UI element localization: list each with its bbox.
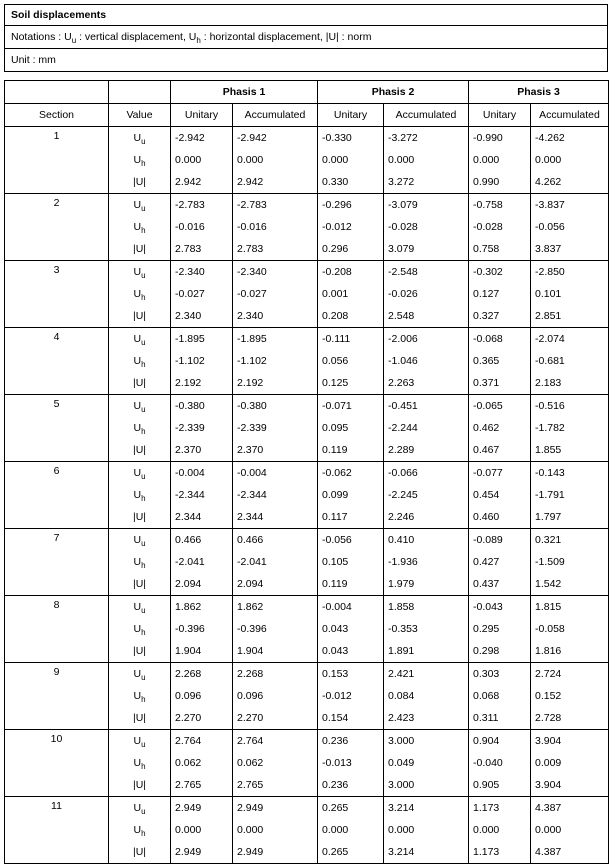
value-cell: -0.028 — [384, 216, 469, 238]
value-cell: 1.904 — [171, 640, 233, 663]
value-cell: 2.268 — [233, 663, 318, 686]
value-cell: 0.009 — [531, 752, 609, 774]
table-row — [5, 529, 609, 552]
value-cell: 2.949 — [171, 797, 233, 820]
value-cell: 0.125 — [318, 372, 384, 395]
value-cell: -2.548 — [384, 261, 469, 284]
value-cell: 0.000 — [469, 819, 531, 841]
unitary-header: Unitary — [171, 104, 233, 127]
value-cell: 3.837 — [531, 238, 609, 261]
value-cell: 0.001 — [318, 283, 384, 305]
table-row — [5, 328, 609, 351]
value-cell: -0.143 — [531, 462, 609, 485]
value-cell: 3.079 — [384, 238, 469, 261]
value-cell: 0.265 — [318, 797, 384, 820]
value-cell: 3.000 — [384, 730, 469, 753]
value-cell: 0.117 — [318, 506, 384, 529]
value-cell: -0.681 — [531, 350, 609, 372]
value-cell: -0.990 — [469, 127, 531, 150]
value-label: $U_u$ — [109, 395, 171, 418]
value-cell: 0.758 — [469, 238, 531, 261]
value-cell: 2.423 — [384, 707, 469, 730]
value-cell: 2.783 — [233, 238, 318, 261]
value-cell: 0.904 — [469, 730, 531, 753]
value-cell: 2.289 — [384, 439, 469, 462]
value-cell: -1.782 — [531, 417, 609, 439]
value-cell: -1.895 — [171, 328, 233, 351]
value-cell: 1.862 — [171, 596, 233, 619]
value-cell: -0.012 — [318, 216, 384, 238]
section-number: 3 — [5, 261, 109, 328]
value-cell: 2.340 — [233, 305, 318, 328]
value-cell: -2.006 — [384, 328, 469, 351]
value-cell: 2.270 — [171, 707, 233, 730]
value-label: $U_h$ — [109, 752, 171, 774]
value-cell: 0.095 — [318, 417, 384, 439]
value-cell: 0.236 — [318, 730, 384, 753]
value-cell: -0.077 — [469, 462, 531, 485]
value-cell: 2.724 — [531, 663, 609, 686]
value-cell: 3.272 — [384, 171, 469, 194]
value-cell: -0.004 — [233, 462, 318, 485]
value-cell: 0.462 — [469, 417, 531, 439]
value-cell: 0.043 — [318, 618, 384, 640]
value-cell: 2.548 — [384, 305, 469, 328]
value-cell: -0.208 — [318, 261, 384, 284]
value-cell: -2.942 — [233, 127, 318, 150]
value-cell: 1.858 — [384, 596, 469, 619]
value-label: $U_h$ — [109, 417, 171, 439]
value-cell: -1.791 — [531, 484, 609, 506]
value-cell: -2.942 — [171, 127, 233, 150]
value-cell: 2.783 — [171, 238, 233, 261]
table-row — [5, 596, 609, 619]
value-label: $U_u$ — [109, 261, 171, 284]
value-cell: -4.262 — [531, 127, 609, 150]
value-cell: 2.094 — [171, 573, 233, 596]
value-cell: 0.437 — [469, 573, 531, 596]
value-cell: 0.119 — [318, 573, 384, 596]
value-cell: 0.000 — [318, 819, 384, 841]
value-cell: -0.012 — [318, 685, 384, 707]
value-cell: -0.056 — [318, 529, 384, 552]
value-cell: -2.244 — [384, 417, 469, 439]
value-cell: -2.041 — [171, 551, 233, 573]
value-cell: 2.942 — [171, 171, 233, 194]
notation-horizontal: : horizontal displacement, |U| : norm — [203, 31, 372, 43]
table-row — [5, 127, 609, 150]
value-cell: 1.816 — [531, 640, 609, 663]
value-cell: 1.979 — [384, 573, 469, 596]
section-number: 11 — [5, 797, 109, 864]
value-cell: -0.353 — [384, 618, 469, 640]
value-cell: -2.245 — [384, 484, 469, 506]
value-cell: -1.102 — [171, 350, 233, 372]
value-cell: 0.084 — [384, 685, 469, 707]
value-cell: 4.387 — [531, 841, 609, 864]
value-cell: 2.268 — [171, 663, 233, 686]
table-row — [5, 797, 609, 820]
value-cell: 2.764 — [171, 730, 233, 753]
value-cell: 0.990 — [469, 171, 531, 194]
value-cell: 0.099 — [318, 484, 384, 506]
value-label: |U| — [109, 573, 171, 596]
value-cell: -0.451 — [384, 395, 469, 418]
value-label: |U| — [109, 640, 171, 663]
value-cell: 0.101 — [531, 283, 609, 305]
table-row — [5, 663, 609, 686]
value-cell: 2.370 — [171, 439, 233, 462]
section-number: 2 — [5, 194, 109, 261]
value-cell: 0.056 — [318, 350, 384, 372]
header-box — [4, 4, 608, 72]
value-cell: -3.079 — [384, 194, 469, 217]
value-label: $U_h$ — [109, 484, 171, 506]
section-number: 7 — [5, 529, 109, 596]
value-cell: 1.862 — [233, 596, 318, 619]
value-cell: -0.004 — [318, 596, 384, 619]
value-label: $U_u$ — [109, 797, 171, 820]
value-label: $U_u$ — [109, 596, 171, 619]
value-cell: 1.173 — [469, 841, 531, 864]
value-cell: 0.062 — [171, 752, 233, 774]
value-cell: -2.074 — [531, 328, 609, 351]
value-cell: 0.049 — [384, 752, 469, 774]
value-cell: 0.000 — [171, 149, 233, 171]
value-cell: 0.000 — [384, 149, 469, 171]
value-cell: 0.153 — [318, 663, 384, 686]
displacements-table — [4, 80, 609, 864]
phase-header: Phasis 1 — [171, 81, 318, 104]
value-cell: -1.046 — [384, 350, 469, 372]
value-cell: -0.302 — [469, 261, 531, 284]
value-cell: -1.895 — [233, 328, 318, 351]
value-cell: -0.058 — [531, 618, 609, 640]
value-cell: 2.344 — [233, 506, 318, 529]
value-cell: 4.387 — [531, 797, 609, 820]
value-cell: 2.949 — [233, 841, 318, 864]
value-cell: 0.154 — [318, 707, 384, 730]
value-cell: 2.183 — [531, 372, 609, 395]
value-cell: -2.344 — [233, 484, 318, 506]
notations-line — [5, 26, 607, 49]
value-cell: 0.327 — [469, 305, 531, 328]
value-header: Value — [109, 104, 171, 127]
value-cell: 2.765 — [171, 774, 233, 797]
value-cell: 0.905 — [469, 774, 531, 797]
value-cell: 1.855 — [531, 439, 609, 462]
value-cell: 3.000 — [384, 774, 469, 797]
value-cell: 3.904 — [531, 774, 609, 797]
value-cell: 0.062 — [233, 752, 318, 774]
section-number: 5 — [5, 395, 109, 462]
value-cell: -0.066 — [384, 462, 469, 485]
value-cell: -0.027 — [171, 283, 233, 305]
value-cell: 0.467 — [469, 439, 531, 462]
value-cell: -2.340 — [171, 261, 233, 284]
value-cell: 0.000 — [531, 149, 609, 171]
blank-cell — [109, 81, 171, 104]
value-cell: 2.942 — [233, 171, 318, 194]
value-cell: -1.936 — [384, 551, 469, 573]
value-cell: 0.466 — [233, 529, 318, 552]
value-cell: -2.340 — [233, 261, 318, 284]
accumulated-header: Accumulated — [233, 104, 318, 127]
value-cell: 0.466 — [171, 529, 233, 552]
value-cell: 2.728 — [531, 707, 609, 730]
value-label: $U_u$ — [109, 328, 171, 351]
value-cell: -0.111 — [318, 328, 384, 351]
value-cell: 2.263 — [384, 372, 469, 395]
value-cell: 3.904 — [531, 730, 609, 753]
value-label: |U| — [109, 707, 171, 730]
value-cell: 1.904 — [233, 640, 318, 663]
value-cell: 0.000 — [233, 819, 318, 841]
section-number: 9 — [5, 663, 109, 730]
accumulated-header: Accumulated — [531, 104, 609, 127]
accumulated-header: Accumulated — [384, 104, 469, 127]
unitary-header: Unitary — [318, 104, 384, 127]
value-cell: -0.004 — [171, 462, 233, 485]
value-cell: 2.764 — [233, 730, 318, 753]
value-cell: 0.043 — [318, 640, 384, 663]
value-cell: 1.891 — [384, 640, 469, 663]
value-cell: -2.783 — [233, 194, 318, 217]
value-label: |U| — [109, 439, 171, 462]
phase-header-row — [5, 81, 609, 104]
phase-header: Phasis 3 — [469, 81, 609, 104]
notation-vertical: : vertical displacement, U — [79, 31, 197, 43]
value-cell: 2.192 — [233, 372, 318, 395]
notation-sub-h: h — [196, 36, 201, 46]
value-cell: -0.062 — [318, 462, 384, 485]
value-label: $U_h$ — [109, 819, 171, 841]
value-label: $U_h$ — [109, 350, 171, 372]
value-cell: -0.028 — [469, 216, 531, 238]
value-cell: -2.041 — [233, 551, 318, 573]
value-cell: 2.270 — [233, 707, 318, 730]
value-cell: -0.016 — [233, 216, 318, 238]
value-cell: 0.096 — [171, 685, 233, 707]
notation-prefix: Notations : U — [11, 31, 72, 43]
value-cell: 0.000 — [233, 149, 318, 171]
value-cell: -0.380 — [171, 395, 233, 418]
value-label: |U| — [109, 372, 171, 395]
section-number: 8 — [5, 596, 109, 663]
value-cell: -0.065 — [469, 395, 531, 418]
value-label: |U| — [109, 774, 171, 797]
value-cell: -0.016 — [171, 216, 233, 238]
blank-cell — [5, 81, 109, 104]
value-cell: -0.056 — [531, 216, 609, 238]
value-cell: 0.105 — [318, 551, 384, 573]
phase-header: Phasis 2 — [318, 81, 469, 104]
value-cell: 0.096 — [233, 685, 318, 707]
value-label: |U| — [109, 238, 171, 261]
value-cell: -0.089 — [469, 529, 531, 552]
value-cell: -3.272 — [384, 127, 469, 150]
value-cell: 0.236 — [318, 774, 384, 797]
value-label: $U_u$ — [109, 529, 171, 552]
section-number: 1 — [5, 127, 109, 194]
value-cell: -0.516 — [531, 395, 609, 418]
unit-line: Unit : mm — [11, 54, 56, 66]
value-label: $U_h$ — [109, 149, 171, 171]
value-cell: 0.330 — [318, 171, 384, 194]
value-cell: -0.758 — [469, 194, 531, 217]
value-label: $U_h$ — [109, 216, 171, 238]
value-cell: 2.765 — [233, 774, 318, 797]
value-label: $U_u$ — [109, 194, 171, 217]
value-cell: 0.119 — [318, 439, 384, 462]
value-cell: -0.330 — [318, 127, 384, 150]
value-cell: 0.000 — [384, 819, 469, 841]
value-cell: -2.339 — [233, 417, 318, 439]
value-cell: -0.396 — [233, 618, 318, 640]
value-cell: 1.542 — [531, 573, 609, 596]
value-cell: 0.454 — [469, 484, 531, 506]
table-row — [5, 730, 609, 753]
value-cell: 4.262 — [531, 171, 609, 194]
value-cell: 0.000 — [171, 819, 233, 841]
value-cell: 1.815 — [531, 596, 609, 619]
table-body — [5, 127, 609, 864]
value-label: |U| — [109, 171, 171, 194]
value-cell: 2.192 — [171, 372, 233, 395]
value-cell: 2.344 — [171, 506, 233, 529]
value-label: $U_u$ — [109, 127, 171, 150]
value-cell: 2.370 — [233, 439, 318, 462]
value-cell: -0.071 — [318, 395, 384, 418]
value-label: $U_u$ — [109, 663, 171, 686]
table-row — [5, 261, 609, 284]
value-cell: 1.797 — [531, 506, 609, 529]
report — [4, 4, 608, 864]
value-cell: 0.295 — [469, 618, 531, 640]
value-cell: -0.013 — [318, 752, 384, 774]
value-cell: 2.421 — [384, 663, 469, 686]
value-cell: 0.296 — [318, 238, 384, 261]
value-cell: -1.509 — [531, 551, 609, 573]
value-cell: 0.303 — [469, 663, 531, 686]
value-cell: 0.127 — [469, 283, 531, 305]
value-cell: -0.380 — [233, 395, 318, 418]
value-cell: 0.311 — [469, 707, 531, 730]
value-cell: 0.427 — [469, 551, 531, 573]
value-cell: 0.410 — [384, 529, 469, 552]
value-cell: -0.027 — [233, 283, 318, 305]
value-cell: -0.396 — [171, 618, 233, 640]
value-label: $U_h$ — [109, 551, 171, 573]
value-cell: 2.851 — [531, 305, 609, 328]
value-cell: -0.026 — [384, 283, 469, 305]
value-cell: 0.000 — [318, 149, 384, 171]
value-cell: 0.265 — [318, 841, 384, 864]
value-cell: 0.000 — [531, 819, 609, 841]
section-number: 6 — [5, 462, 109, 529]
table-row — [5, 194, 609, 217]
value-cell: -0.068 — [469, 328, 531, 351]
value-cell: -2.850 — [531, 261, 609, 284]
value-cell: -2.783 — [171, 194, 233, 217]
section-header: Section — [5, 104, 109, 127]
table-row — [5, 462, 609, 485]
section-number: 10 — [5, 730, 109, 797]
value-cell: 0.321 — [531, 529, 609, 552]
value-cell: 2.094 — [233, 573, 318, 596]
value-label: $U_h$ — [109, 618, 171, 640]
value-label: $U_u$ — [109, 730, 171, 753]
value-label: |U| — [109, 506, 171, 529]
value-cell: -0.040 — [469, 752, 531, 774]
value-label: |U| — [109, 841, 171, 864]
column-header-row — [5, 104, 609, 127]
page-title: Soil displacements — [5, 5, 607, 26]
value-cell: -2.344 — [171, 484, 233, 506]
value-cell: 0.298 — [469, 640, 531, 663]
value-label: $U_h$ — [109, 685, 171, 707]
value-cell: 3.214 — [384, 841, 469, 864]
value-cell: -3.837 — [531, 194, 609, 217]
value-cell: 2.949 — [171, 841, 233, 864]
value-cell: 2.340 — [171, 305, 233, 328]
value-label: $U_h$ — [109, 283, 171, 305]
value-label: $U_u$ — [109, 462, 171, 485]
value-label: |U| — [109, 305, 171, 328]
value-cell: 0.000 — [469, 149, 531, 171]
value-cell: 0.068 — [469, 685, 531, 707]
value-cell: -2.339 — [171, 417, 233, 439]
value-cell: 0.208 — [318, 305, 384, 328]
value-cell: -0.043 — [469, 596, 531, 619]
notation-sub-u: u — [71, 36, 77, 46]
section-number: 4 — [5, 328, 109, 395]
value-cell: -0.296 — [318, 194, 384, 217]
value-cell: 0.152 — [531, 685, 609, 707]
unitary-header: Unitary — [469, 104, 531, 127]
value-cell: 0.460 — [469, 506, 531, 529]
table-row — [5, 395, 609, 418]
value-cell: 1.173 — [469, 797, 531, 820]
value-cell: 0.365 — [469, 350, 531, 372]
value-cell: 3.214 — [384, 797, 469, 820]
value-cell: 2.246 — [384, 506, 469, 529]
value-cell: -1.102 — [233, 350, 318, 372]
value-cell: 2.949 — [233, 797, 318, 820]
value-cell: 0.371 — [469, 372, 531, 395]
